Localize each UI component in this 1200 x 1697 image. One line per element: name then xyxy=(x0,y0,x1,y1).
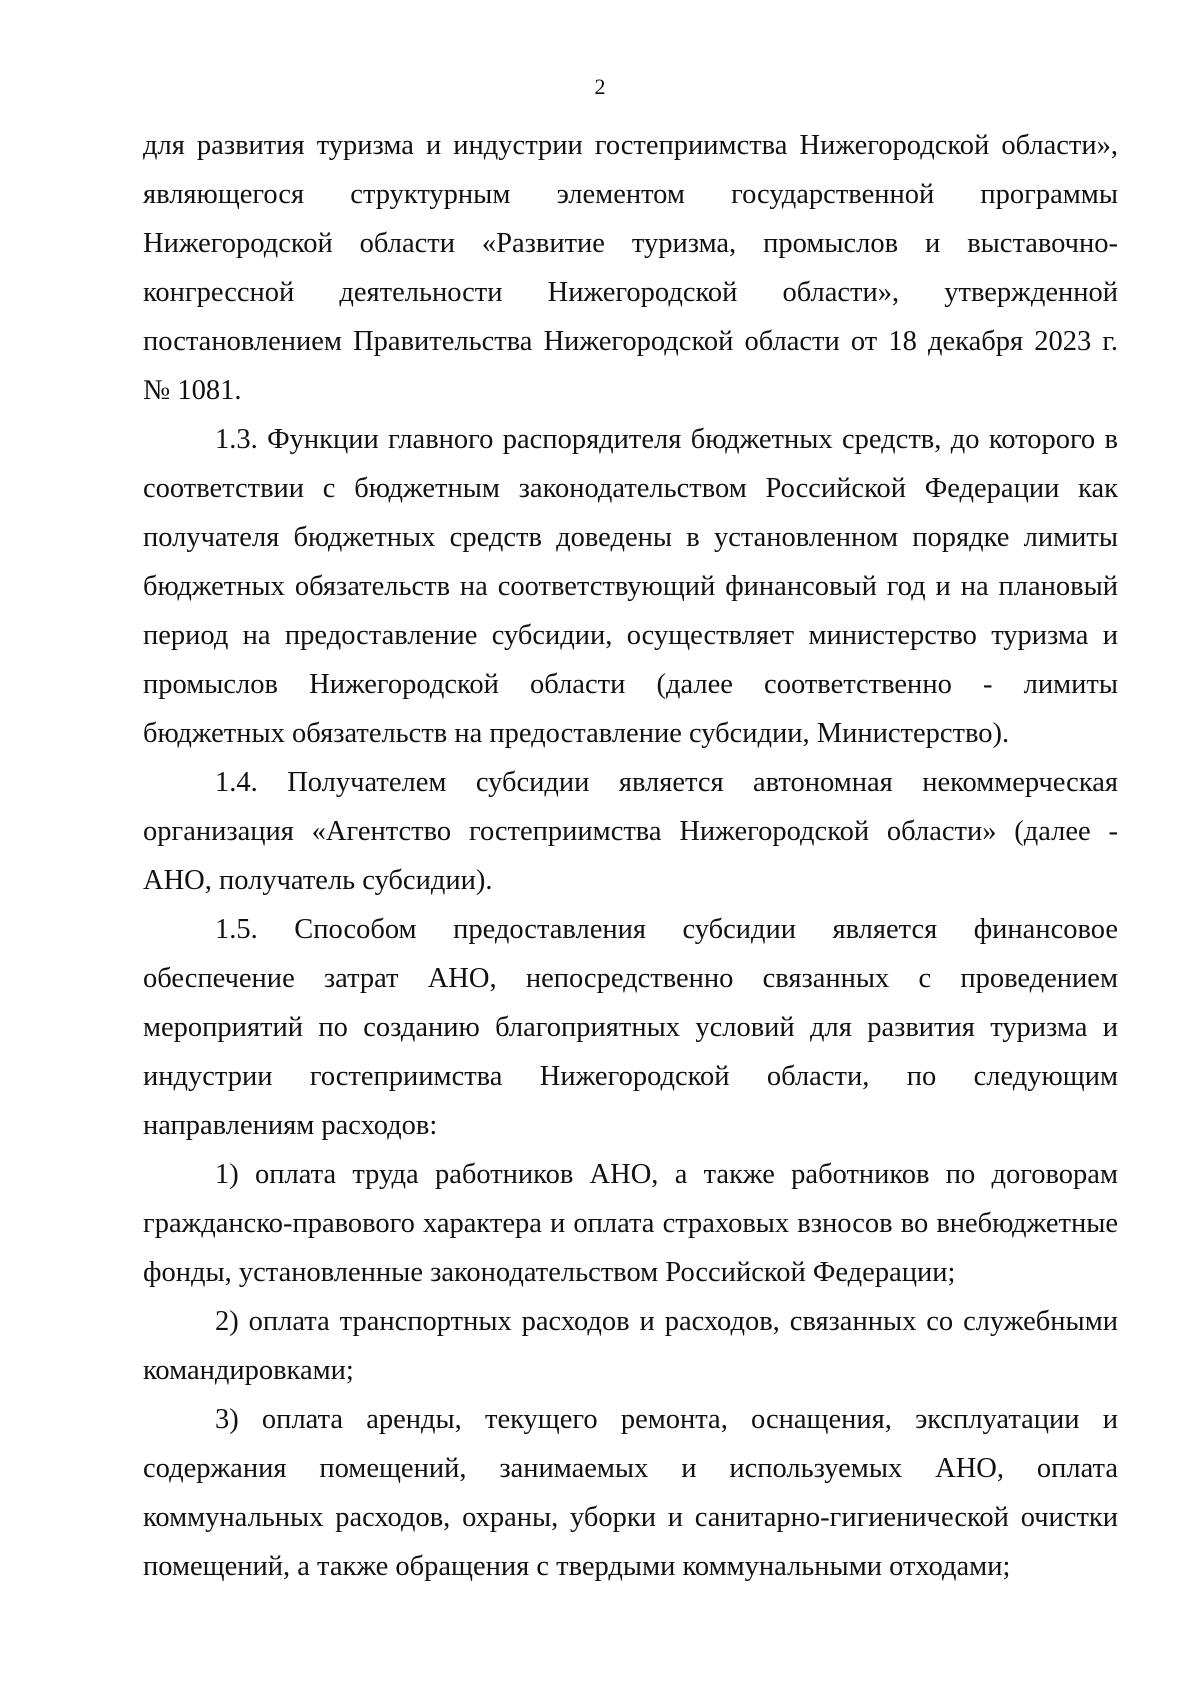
paragraph-1-4: 1.4. Получателем субсидии является автономная некоммерческая организация «Агентство гостеприимства Нижегородской области» (далее - АНО, получатель субсидии). xyxy=(143,767,1118,896)
list-item-3: 3) оплата аренды, текущего ремонта, оснащения, эксплуатации и содержания помещений, занимаемых и используемых АНО, оплата коммунальных расходов, охраны, уборки и санитарно-гигиенической очистки помещений, а также обращения с твердыми коммунальными отходами; xyxy=(143,1404,1118,1582)
list-item-1: 1) оплата труда работников АНО, а также работников по договорам гражданско-правового характера и оплата страховых взносов во внебюджетные фонды, установленные законодательством Российской Федерации; xyxy=(143,1159,1118,1288)
list-item-2: 2) оплата транспортных расходов и расходов, связанных со служебными командировками; xyxy=(143,1306,1118,1386)
paragraph-continuation: для развития туризма и индустрии гостеприимства Нижегородской области», являющегося структурным элементом государственной программы Нижегородской области «Развитие туризма, промыслов и выставочно-конгрессной деятельности Нижегородской области», утвержденной постановлением Правительства Нижегородской области от 18 декабря 2023 г. № 1081. xyxy=(143,130,1118,406)
paragraph-1-3: 1.3. Функции главного распорядителя бюджетных средств, до которого в соответствии с бюджетным законодательством Российской Федерации как получателя бюджетных средств доведены в установленном порядке лимиты бюджетных обязательств на соответствующий финансовый год и на плановый период на предоставление субсидии, осуществляет министерство туризма и промыслов Нижегородской области (далее соответственно - лимиты бюджетных обязательств на предоставление субсидии, Министерство). xyxy=(143,424,1118,749)
paragraph-1-5: 1.5. Способом предоставления субсидии является финансовое обеспечение затрат АНО, непосредственно связанных с проведением мероприятий по созданию благоприятных условий для развития туризма и индустрии гостеприимства Нижегородской области, по следующим направлениям расходов: xyxy=(143,914,1118,1141)
page-number: 2 xyxy=(594,74,606,99)
document-body xyxy=(143,121,1118,1591)
